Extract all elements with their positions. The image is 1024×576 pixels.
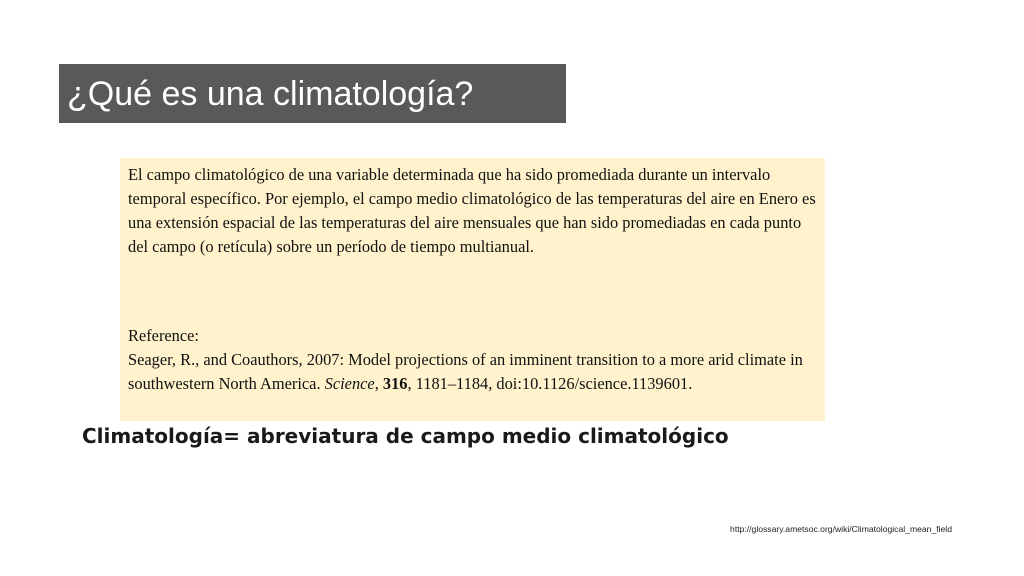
citation-journal: Science	[324, 374, 375, 393]
slide-subtitle: Climatología= abreviatura de campo medio climatológico	[82, 424, 729, 448]
reference-citation	[128, 350, 803, 393]
source-url: http://glossary.ametsoc.org/wiki/Climatological_mean_field	[730, 524, 952, 534]
citation-prefix: Seager, R., and Coauthors, 2007: Model projections of an imminent transition to a more arid climate in southwestern North America.	[128, 350, 803, 393]
reference-block	[128, 324, 819, 396]
definition-text: El campo climatológico de una variable determinada que ha sido promediada durante un intervalo temporal específico. Por ejemplo, el campo medio climatológico de las temperaturas del aire en Enero es una extensión espacial de las temperaturas del aire mensuales que han sido promediadas en cada punto del campo (o retícula) sobre un período de tiempo multianual.	[128, 165, 816, 256]
reference-heading: Reference:	[128, 326, 199, 345]
slide-title: ¿Qué es una climatología?	[67, 74, 474, 113]
citation-suffix: , 1181–1184, doi:10.1126/science.1139601.	[407, 374, 693, 393]
definition-box	[120, 158, 825, 421]
citation-volume: 316	[382, 374, 408, 393]
title-bar	[59, 64, 566, 123]
citation-separator: ,	[374, 374, 383, 393]
